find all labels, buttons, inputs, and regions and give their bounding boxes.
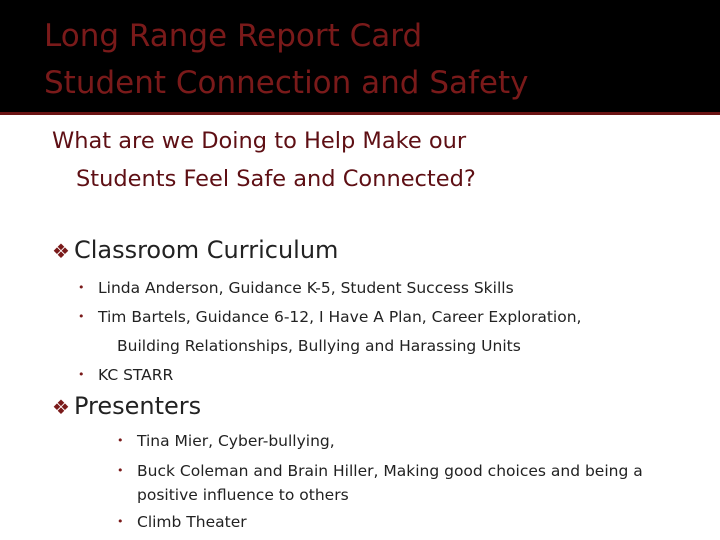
list-item [117, 513, 247, 531]
bullet-icon: • [78, 368, 85, 381]
slide-subtitle [52, 122, 692, 198]
slide-title-line2: Student Connection and Safety [44, 65, 529, 101]
slide-title-line1: Long Range Report Card [44, 18, 423, 54]
subtitle-line2: Students Feel Safe and Connected? [76, 166, 476, 192]
bullet-icon: • [117, 515, 124, 528]
section-heading-presenters [52, 392, 201, 420]
list-item-text: Linda Anderson, Guidance K-5, Student Success Skills [98, 279, 514, 297]
diamond-bullet-icon: ❖ [52, 239, 70, 263]
list-item [117, 462, 643, 480]
list-item-text: KC STARR [98, 366, 174, 384]
bullet-icon: • [117, 464, 124, 477]
list-item-continuation: Building Relationships, Bullying and Harassing Units [117, 337, 521, 355]
list-item-text: Climb Theater [137, 513, 247, 531]
title-divider [0, 112, 720, 115]
list-item [78, 279, 514, 297]
list-item [78, 366, 173, 384]
list-item [117, 432, 335, 450]
section2-heading-text: Presenters [73, 392, 202, 420]
list-item [78, 308, 581, 326]
bullet-icon: • [78, 281, 85, 294]
bullet-icon: • [78, 310, 85, 323]
list-item-text: Tim Bartels, Guidance 6-12, I Have A Plan, Career Exploration, [98, 308, 582, 326]
title-bar [0, 0, 720, 112]
section-heading-classroom [52, 236, 338, 264]
list-item-text: Tina Mier, Cyber-bullying, [137, 432, 335, 450]
diamond-bullet-icon: ❖ [52, 395, 70, 419]
list-item-text: Buck Coleman and Brain Hiller, Making good choices and being a [137, 462, 643, 480]
bullet-icon: • [117, 434, 124, 447]
section1-heading-text: Classroom Curriculum [73, 236, 339, 264]
list-item-continuation: positive influence to others [137, 486, 349, 504]
subtitle-line1: What are we Doing to Help Make our [52, 128, 467, 154]
